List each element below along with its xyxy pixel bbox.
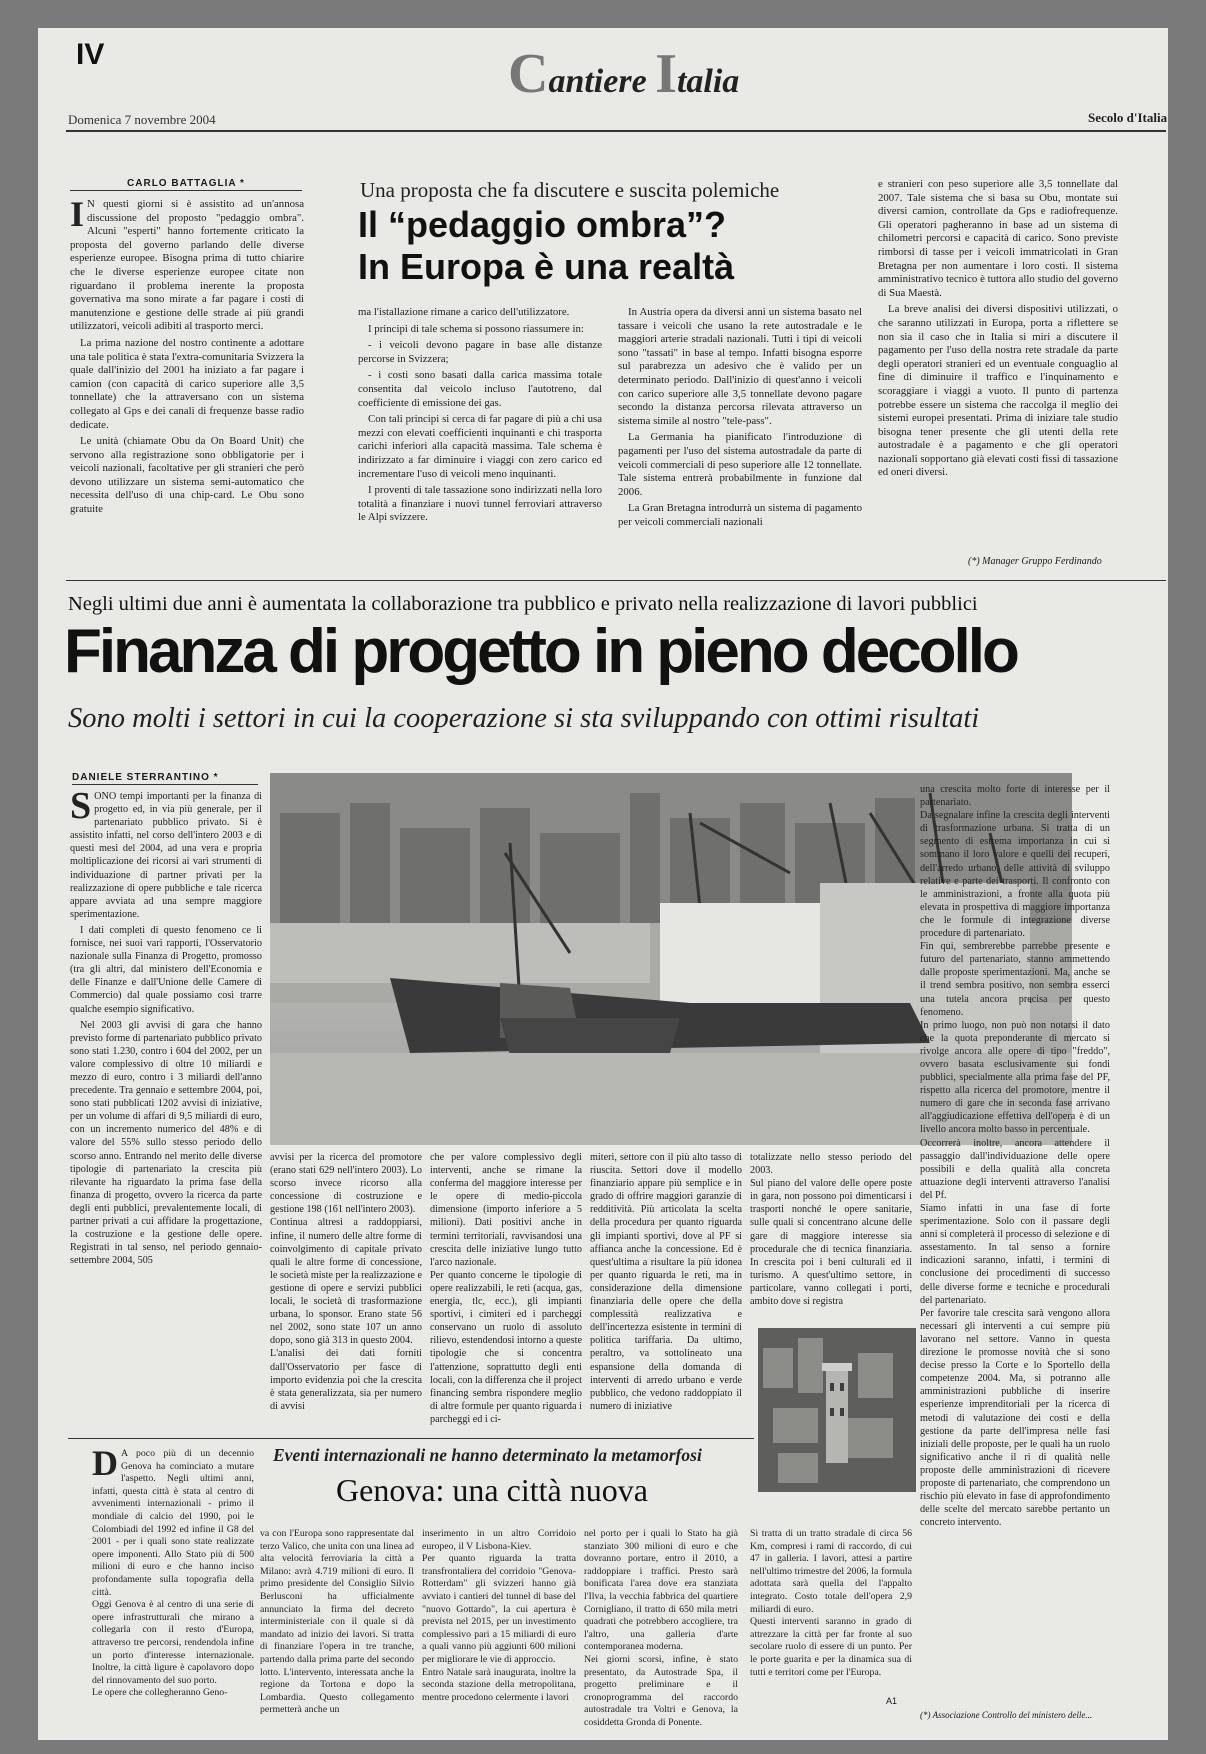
paragraph: N questi giorni si è assistito ad un'annosa discussione del proposto "pedaggio ombra". Alcuni "esperti" hanno fortemente criticato la proposta del governo parlando delle diverse esperienze europee. Bisogna prima di tutto chiarire che le diverse esperienze europee citate non riguardano il problema inerente la proposta governativa ma sono mirate a far pagare i costi di manutenzione e gestione delle strade ai più grandi utilizzatori, veicoli adibiti al trasporto merci.: [70, 198, 304, 333]
article1-kicker: Una proposta che fa discutere e suscita polemiche: [360, 178, 780, 202]
paragraph: A poco più di un decennio Genova ha cominciato a mutare l'aspetto. Negli ultimi anni, infatti, questa città è stata al centro di avvenimenti internazionali - primo il mondiale di calcio del 1990, poi le Colombiadi del 1992 ed infine il G8 del 2001 - per i quali sono state realizzate opere imponenti. Allo Stato più di 500 milioni di euro e che hanno inciso profondamente sulla topografia della città. Oggi Genova è al centro di una serie di opere infrastrutturali che mirano a collegarla con il resto d'Europa, attraverso tre percorsi, rendendola infine un porto d'interesse internazionale. Inoltre, la città ligure è capolavoro dopo del rinnovamento del suo porto. Le opere che collegheranno Geno-: [92, 1448, 254, 1699]
paragraph: In Austria opera da diversi anni un sistema basato nel tassare i veicoli che usano la rete autostradale e le maggiori arterie stradali nazionali. Tutti i tipi di veicoli sono "tassati" in base al tempo. Infatti bisogna esporre sul parabrezza un adesivo che è valido per un determinato periodo. Dall'inizio di quest'anno i veicoli con carico superiore alle 3,5 tonnellate devono pagare secondo la distanza percorsa rilevata attraverso un sistema simile al nostro "tele-pass".: [618, 306, 862, 427]
article2-subtitle: Sono molti i settori in cui la cooperazione si sta sviluppando con ottimi risultati: [68, 703, 980, 734]
paragraph: La prima nazione del nostro continente a adottare una tale politica è stata l'extra-comunitaria Svizzera la quale dall'inizio del 2001 ha iniziato a far pagare i camion (con capacità di carico superiore alle 3,5 tonnellate) che la attraversano con un sistema collegato al Gps e dei canali di frequenze basse radio dedicate.: [70, 336, 304, 431]
paragraph: La breve analisi dei diversi dispositivi utilizzati, o che saranno utilizzati in Europa, porta a riflettere se non sia il caso che in Italia si miri a discutere il pagamento per l'uso della nostra rete stradale da parte degli operatori stranieri ed un eventuale conguaglio al fine di diminuire il traffico e l'inquinamento e scoraggiare i viaggi a vuoto. Il punto di partenza potrebbe essere un sistema che raccolga il meglio dei sistemi europei presentati. Prima di iniziare tale studio bisogna tener presente che gli utenti della rete autostradale è a pagamento e che gli operatori nazionali sopportano già elevati costi fissi di tassazione ed oneri diversi.: [878, 303, 1118, 479]
newspaper-name: Secolo d'Italia: [1088, 110, 1168, 125]
article2-column3: che per valore complessivo degli interventi, anche se rimane la conferma del maggiore interesse per le opere di medio-piccola dimensione (importo inferiore a 5 milioni). Dati positivi anche in termini territoriali, ravvisandosi una crescita delle iniziative lungo tutto l'arco nazionale. Per quanto concerne le tipologie di opere realizzabili, le reti (acqua, gas, energia, tlc, ecc.), gli impianti sportivi, i cimiteri ed i parcheggi conservano un ruolo di assoluto rilievo, estendendosi intorno a queste tipologie che si concentra l'attenzione, soprattutto degli enti locali, con la differenza che il project financing sembra rispondere meglio di altre formule per quanto riguarda i parcheggi ed i ci-: [430, 1152, 582, 1425]
article1-title-line1: Il “pedaggio ombra”?: [358, 204, 727, 245]
article1-column2: [358, 306, 602, 528]
section-title-initial-i: I: [655, 43, 677, 105]
paragraph: Con tali principi si cerca di far pagare di più a chi usa mezzi con elevati coefficienti inquinanti e chi trasporta carichi inferiori alla capacità massima. Tale schema è indirizzato a far diminuire i viaggi con zero carico ed incrementare l'uso di veicoli meno inquinanti.: [358, 413, 602, 480]
paragraph: I proventi di tale tassazione sono indirizzati nella loro totalità a finanziare i nuovi tunnel ferroviari attraverso le Alpi svizzere.: [358, 484, 602, 524]
article-divider: [66, 580, 1166, 581]
article2-title: Finanza di progetto in pieno decollo: [64, 617, 1017, 686]
newspaper-page: [38, 28, 1168, 1740]
section-title-initial-c: C: [508, 43, 549, 105]
paragraph: I principi di tale schema si possono riassumere in:: [368, 322, 584, 335]
article2-column2: avvisi per la ricerca del promotore (erano stati 629 nell'intero 2003). Lo scorso invece ricorso alla concessione di costruzione e gestione 198 (161 nell'intero 2003). Continua altresi a raddoppiarsi, infine, il numero delle altre forme di coinvolgimento di capitale privato quali le altre forme di concessione, le società miste per la realizzazione e gestione di opere e servizi pubblici locali, le società di trasformazione urbana, lo sponsor. Erano state 56 nel 2002, sono state 107 un anno dopo, sono già 313 in questo 2004. L'analisi dei dati forniti dall'Osservatorio per fasce di importo evidenzia poi che la crescita è stata generalizzata, sia per numero di avvisi: [270, 1152, 422, 1412]
article1-footnote: (*) Manager Gruppo Ferdinando: [968, 556, 1102, 567]
issue-date: Domenica 7 novembre 2004: [68, 112, 216, 127]
paragraph: e stranieri con peso superiore alle 3,5 tonnellate dal 2007. Tale sistema che si basa su Obu, montate sui diversi camion, controllate da Gps e radiofrequenze. Gli operatori pagheranno in base ad un sistema di chilometri percorsi e capacità di carico. Sono previste rimborsi di tasse per i veicoli immatricolati in Gran Bretagna per non aumentare i loro costi. Il sistema amministrativo tecnico è tuttora allo studio del governo di Sua Maestà.: [878, 178, 1118, 299]
article1-title-line2: In Europa è una realtà: [358, 246, 735, 287]
section-title-word1: antiere: [548, 63, 656, 100]
article3-drop-cap: D: [92, 1443, 118, 1483]
section-title-word2: talia: [676, 63, 740, 100]
article3-column5: Si tratta di un tratto stradale di circa 56 Km, compresi i rami di raccordo, di cui 47 in galleria. I lavori, attesi a partire nell'ultimo trimestre del 2006, la formula adottata sarà quella del l'appalto integrato. Costo totale dell'opera 2,9 miliardi di euro. Questi interventi saranno in grado di attrezzare la città per far fronte al suo secolare ruolo di essere di un punto. Per le porte guarita e per la dinamica sua di tutti e territori come per l'Europa.: [750, 1528, 912, 1678]
article3-top-rule: [68, 1438, 754, 1439]
article1-title: [358, 204, 868, 288]
article1-column4: [878, 178, 1118, 483]
article3-column4: nel porto per i quali lo Stato ha già stanziato 300 milioni di euro e che dovranno portare, entro il 2010, a raddoppiare i traffici. Presto sarà bonificata l'area dove era stanziata l'Ilva, la vecchia fabbrica del quartiere Cornigliano, il tratto di 650 mila metri quadrati che potrebbero accogliere, tra l'altro, una galleria d'arte contemporanea moderna. Nei giorni scorsi, infine, è stato presentato, da Autostrade Spa, il progetto preliminare e il cronoprogramma del raccordo autostradale tra Voltri e Genova, la cosiddetta Gronda di Ponente.: [584, 1528, 738, 1728]
article3-column2: va con l'Europa sono rappresentate dal terzo Valico, che unita con una linea ad alta velocità ferroviaria la città a Milano: avrà 4.719 milioni di euro. Il primo presidente del Consiglio Silvio Berlusconi ha ufficialmente annunciato la firma del decreto interministeriale con il quale si dà mandato ad inizio dei lavori. Si tratta di finanziare l'opera in tre tranche, partendo dalla prima parte del secondo lotto. L'intervento, interessata anche la regione da Tortona e dopo la Lombardia. Questo collegamento permetterà anche un: [260, 1528, 414, 1716]
article3-column1: [92, 1443, 254, 1700]
article3-title: Genova: una città nuova: [336, 1472, 648, 1508]
paragraph: ma l'istallazione rimane a carico dell'utilizzatore.: [358, 306, 570, 318]
article2-footnote: (*) Associazione Controllo del ministero delle...: [920, 1710, 1093, 1720]
article1-author: CARLO BATTAGLIA *: [70, 178, 302, 191]
paragraph: - i veicoli devono pagare in base alle distanze percorse in Svizzera;: [358, 339, 602, 365]
article2-kicker: Negli ultimi due anni è aumentata la collaborazione tra pubblico e privato nella realizzazione di lavori pubblici: [68, 593, 978, 615]
article3-column3: inserimento in un altro Corridoio europeo, il V Lisbona-Kiev. Per quanto riguarda la tratta transfrontaliera del corridoio "Genova-Rotterdam" gli svizzeri hanno già avviato i cantieri del tunnel di base del "nuovo Gottardo", la cui apertura è prevista nel 2015, per un investimento complessivo pari a 15 miliardi di euro a quali vanno più aggiunti 600 milioni per migliorare le vie di approccio. Entro Natale sarà inaugurata, inoltre la seconda stazione della metropolitana, mentre procedono celermente i lavori: [422, 1528, 576, 1703]
article2-right-column: una crescita molto forte di interesse per il partenariato. Da segnalare infine la crescita degli interventi di trasformazione urbana. Si tratta di un segmento di estrema importanza in cui si sommano il loro valore e quelli dei recuperi, dell'arredo urbano, delle attività di sviluppo relative e parte dei trasporti. Il confronto con le amministrazioni, a fronte alla quota più elevata in prospettiva di maggiore importanza che le formule di integrazione diverse procedure di partenariato. Fin qui, sembrerebbe parrebbe presente e futuro del partenariato, stanno ammettendo dalle proposte sperimentazioni. Ma, anche se il trend sembra positivo, non sembra esserci una tutela ancora precisa per questo fenomeno. In primo luogo, non può non notarsi il dato che la quota preponderante di mercato si rivolge ancora alle opere di tipo "freddo", ovvero basata esclusivamente sui fondi pubblici, specialmente alla prima fase del PF, rispetto alla ricerca del promotore, mentre il numero di gare che in seconda fase arrivano all'aggiudicazione effettiva dell'opera è di un livello ancora molto basso in percentuale. Occorrerà inoltre, ancora attendere il passaggio dall'individuazione delle opere possibili e della qualità alla concreta attuazione degli interventi attraverso l'analisi del Pf. Siamo infatti in una fase di forte sperimentazione. Solo con il passare degli anni si completerà il processo di selezione e di assestamento. In tal senso a fornire indicazioni saranno, infatti, i termini di conclusione dei procedimenti di successo delle diverse forme e tecniche e procedurali del partenariato. Per favorire tale crescita sarà vengono allora necessari gli interventi a cui sempre più lavorano nel settore. Vanno in questa direzione le promosse novità che si sono decise presso la Corte e lo Sportello della competenze 2004. Ma, si potranno alle amministrazioni pubbliche di inserire esperienze imprenditoriali per la ricerca di metodi di valutazione dei costi e della gestione da parte dell'impresa nelle fasi iniziali delle proposte, per le quali ha un ruolo significativo anche il ri di qualità nelle proposte delle amministrazioni di ricevere proposte di partenariato, che comprendono un rischio più elevato in fase di approfondimento delle scelte del mercato sarebbe pertanto un concreto intervento.: [920, 784, 1110, 1529]
article2-author: DANIELE STERRANTINO *: [72, 772, 258, 785]
paragraph: La Gran Bretagna introdurrà un sistema di pagamento per veicoli commerciali nazionali: [618, 502, 862, 528]
article2-drop-cap: S: [70, 785, 92, 827]
article2-left-column: [70, 785, 262, 1270]
header-rule: [66, 130, 1166, 132]
article1-column3: [618, 306, 862, 533]
paragraph: La Germania ha pianificato l'introduzione di pagamenti per l'uso del sistema autostradale da parte di veicoli commerciali di peso superiore alle 12 tonnellate. Tale sistema entrerà probabilmente in funzione dal 2006.: [618, 431, 862, 498]
paragraph: I dati completi di questo fenomeno ce li fornisce, nei suoi vari rapporti, l'Osservatorio nazionale sulla Finanza di Progetto, promosso (tra gli altri, dal ministero dell'Economia e delle Finanze e dall'Unione delle Camere di Commercio) dal quale possiamo così trarre qualche esempio significativo.: [70, 924, 262, 1015]
paragraph: Nel 2003 gli avvisi di gara che hanno previsto forme di partenariato pubblico privato sono stati 1.230, contro i 604 del 2002, per un valore complessivo di oltre 10 miliardi e mezzo di euro, contro i 3 miliardi dell'anno precedente. Tra gennaio e settembre 2004, poi, sono stati pubblicati 1202 avvisi di iniziative, per un volume di affari di 9,5 miliardi di euro, con un incremento numerico del 48% e di valore del 55% sullo stesso periodo dello scorso anno. Entrando nel merito delle diverse tipologie di partenariato la crescita più rilevante ha riguardato la prima fase della finanza di progetto, ovvero la ricerca da parte degli enti pubblici, prevalentemente locali, di partner privati a cui affidare la progettazione, la costruzione e la gestione delle opere. Registrati in tal senso, nel periodo gennaio-settembre 2004, 505: [70, 1019, 262, 1267]
article1-column1: [70, 194, 304, 520]
page-folio: A1: [886, 1696, 898, 1706]
page-number: IV: [76, 38, 105, 71]
article1-drop-cap: I: [70, 194, 85, 234]
article2-column4: miteri, settore con il più alto tasso di riuscita. Settori dove il modello finanziario appare più semplice e in grado di offrire maggiori garanzie di redditività. Più articolata la scelta della procedura per quanto riguarda gli impianti sportivi, dove al PF si affianca anche la concessione. Ed è quest'ultima a risultare la più idonea per quanto riguarda le reti, ma in considerazione della dimensione finanziaria delle opere che della complessità realizzativa e dell'incertezza esistente in termini di politica tariffaria. Da ultimo, peraltro, va sottolineato una espansione della domanda di interventi di arredo urbano e verde pubblico, che vedono raddoppiato il numero di iniziative: [590, 1152, 742, 1412]
section-title: [508, 42, 739, 106]
genoa-city-photo: [758, 1328, 916, 1492]
paragraph: Le unità (chiamate Obu da On Board Unit) che servono alla registrazione sono obbligatorie per i veicoli nazionali, facoltative per gli stranieri che però devono utilizzare un sistema semi-automatico che necessita dell'uso di una chip-card. Le Obu sono gratuite: [70, 435, 304, 516]
article2-column5: totalizzate nello stesso periodo del 2003. Sul piano del valore delle opere poste in gara, non possono poi dimenticarsi i trasporti nonché le opere sanitarie, sulle quali si concentrano alcune delle gare di maggiore interesse sia procedurale che di tecnica finanziaria. In crescita poi i beni culturali ed il turismo. A quest'ultimo settore, in particolare, vanno collegati i porti, ambito dove si registra: [750, 1152, 912, 1308]
paragraph: ONO tempi importanti per la finanza di progetto ed, in via più generale, per il partenariato pubblico privato. Si è assistito infatti, nel corso dell'intero 2003 e di questi mesi del 2004, ad una vera e propria moltiplicazione dei ricorsi ai vari strumenti di individuazione di partner privati per la realizzazione di opere pubbliche e tale ricerca appare avviata ad una sempre maggiore sperimentazione.: [70, 791, 262, 920]
article3-kicker: Eventi internazionali ne hanno determinato la metamorfosi: [273, 1445, 702, 1465]
paragraph: - i costi sono basati dalla carica massima totale consentita dal veicolo incluso l'autotreno, dal coefficiente di emissione dei gas.: [358, 369, 602, 409]
